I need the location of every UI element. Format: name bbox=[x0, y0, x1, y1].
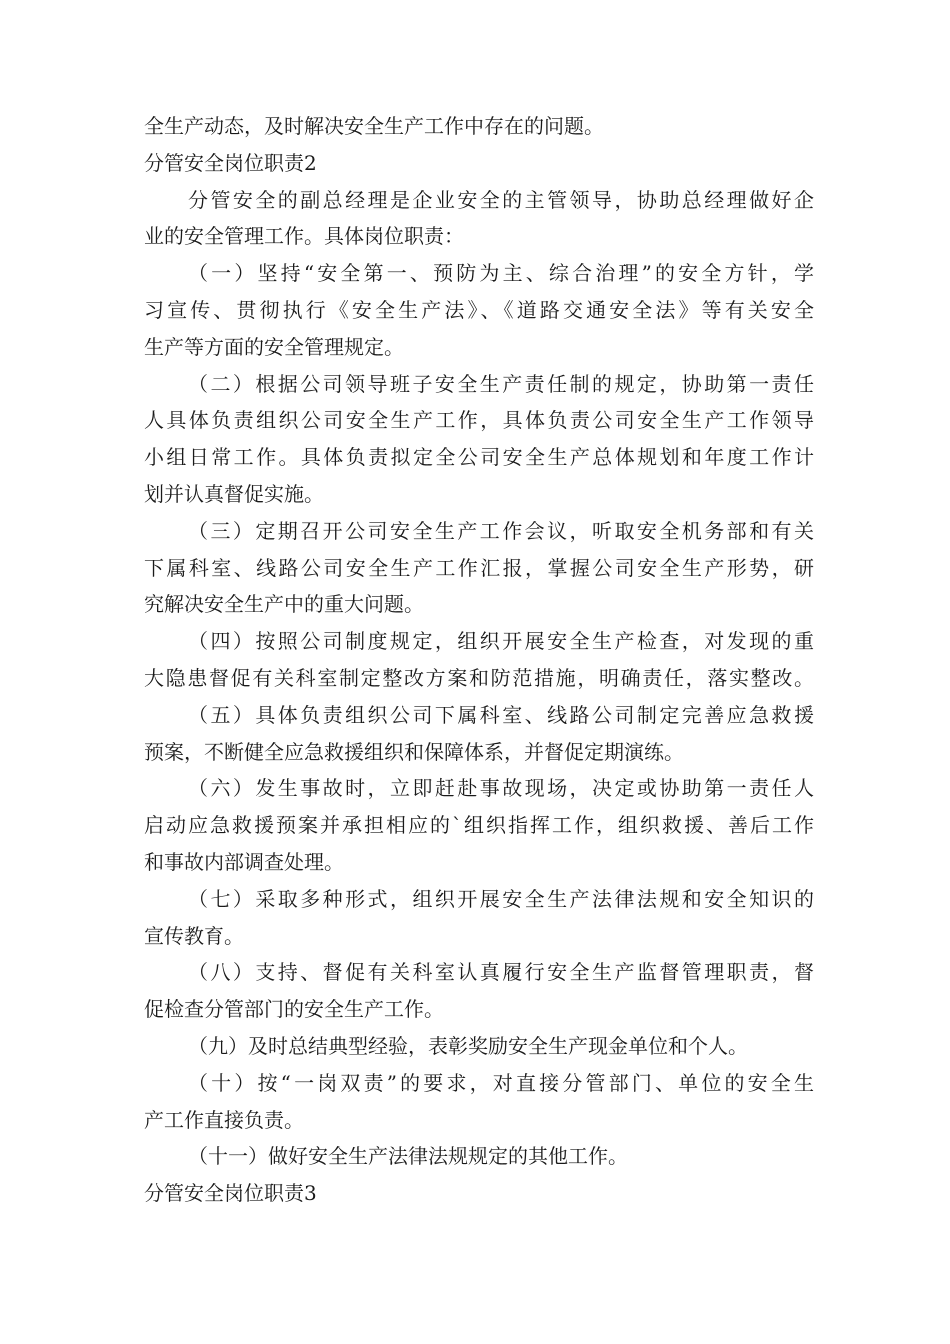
list-item-line: （二）根据公司领导班子安全生产责任制的规定，协助第一责任 bbox=[188, 371, 814, 396]
list-item-line: 划并认真督促实施。 bbox=[144, 481, 324, 506]
body-line: 业的安全管理工作。具体岗位职责： bbox=[144, 224, 464, 249]
section-heading: 分管安全岗位职责3 bbox=[144, 1181, 317, 1206]
list-item-line: 和事故内部调查处理。 bbox=[144, 849, 344, 874]
body-line: 分管安全的副总经理是企业安全的主管领导，协助总经理做好企 bbox=[188, 187, 814, 212]
list-item-line: （八）支持、督促有关科室认真履行安全生产监督管理职责，督 bbox=[188, 960, 814, 985]
list-item-line: （一）坚持“安全第一、预防为主、综合治理”的安全方针，学 bbox=[188, 261, 814, 286]
list-item-line: （十）按“一岗双责”的要求，对直接分管部门、单位的安全生 bbox=[188, 1070, 814, 1095]
list-item-line: 小组日常工作。具体负责拟定全公司安全生产总体规划和年度工作计 bbox=[144, 445, 814, 470]
list-item-line: 启动应急救援预案并承担相应的`组织指挥工作，组织救援、善后工作 bbox=[144, 813, 814, 838]
list-item-line: 人具体负责组织公司安全生产工作，具体负责公司安全生产工作领导 bbox=[144, 408, 814, 433]
list-item-line: 习宣传、贯彻执行《安全生产法》、《道路交通安全法》等有关安全 bbox=[144, 297, 814, 322]
list-item-line: 产工作直接负责。 bbox=[144, 1107, 304, 1132]
list-item-line: （五）具体负责组织公司下属科室、线路公司制定完善应急救援 bbox=[188, 702, 814, 727]
list-item-line: 促检查分管部门的安全生产工作。 bbox=[144, 997, 444, 1022]
list-item-line: 究解决安全生产中的重大问题。 bbox=[144, 592, 424, 617]
list-item-line: （十一）做好安全生产法律法规规定的其他工作。 bbox=[188, 1144, 628, 1169]
list-item-line: （四）按照公司制度规定，组织开展安全生产检查，对发现的重 bbox=[188, 629, 814, 654]
list-item-line: （七）采取多种形式，组织开展安全生产法律法规和安全知识的 bbox=[188, 886, 814, 911]
list-item-line: 下属科室、线路公司安全生产工作汇报，掌握公司安全生产形势，研 bbox=[144, 555, 814, 580]
list-item-line: 大隐患督促有关科室制定整改方案和防范措施，明确责任，落实整改。 bbox=[144, 665, 814, 690]
list-item-line: （九）及时总结典型经验，表彰奖励安全生产现金单位和个人。 bbox=[188, 1033, 748, 1058]
section-heading: 分管安全岗位职责2 bbox=[144, 150, 317, 175]
list-item-line: 预案，不断健全应急救援组织和保障体系，并督促定期演练。 bbox=[144, 739, 684, 764]
list-item-line: （六）发生事故时，立即赶赴事故现场，决定或协助第一责任人 bbox=[188, 776, 814, 801]
document-body bbox=[144, 108, 814, 1212]
list-item-line: （三）定期召开公司安全生产工作会议，听取安全机务部和有关 bbox=[188, 518, 814, 543]
list-item-line: 宣传教育。 bbox=[144, 923, 244, 948]
list-item-line: 生产等方面的安全管理规定。 bbox=[144, 334, 404, 359]
body-line: 全生产动态，及时解决安全生产工作中存在的问题。 bbox=[144, 114, 604, 138]
